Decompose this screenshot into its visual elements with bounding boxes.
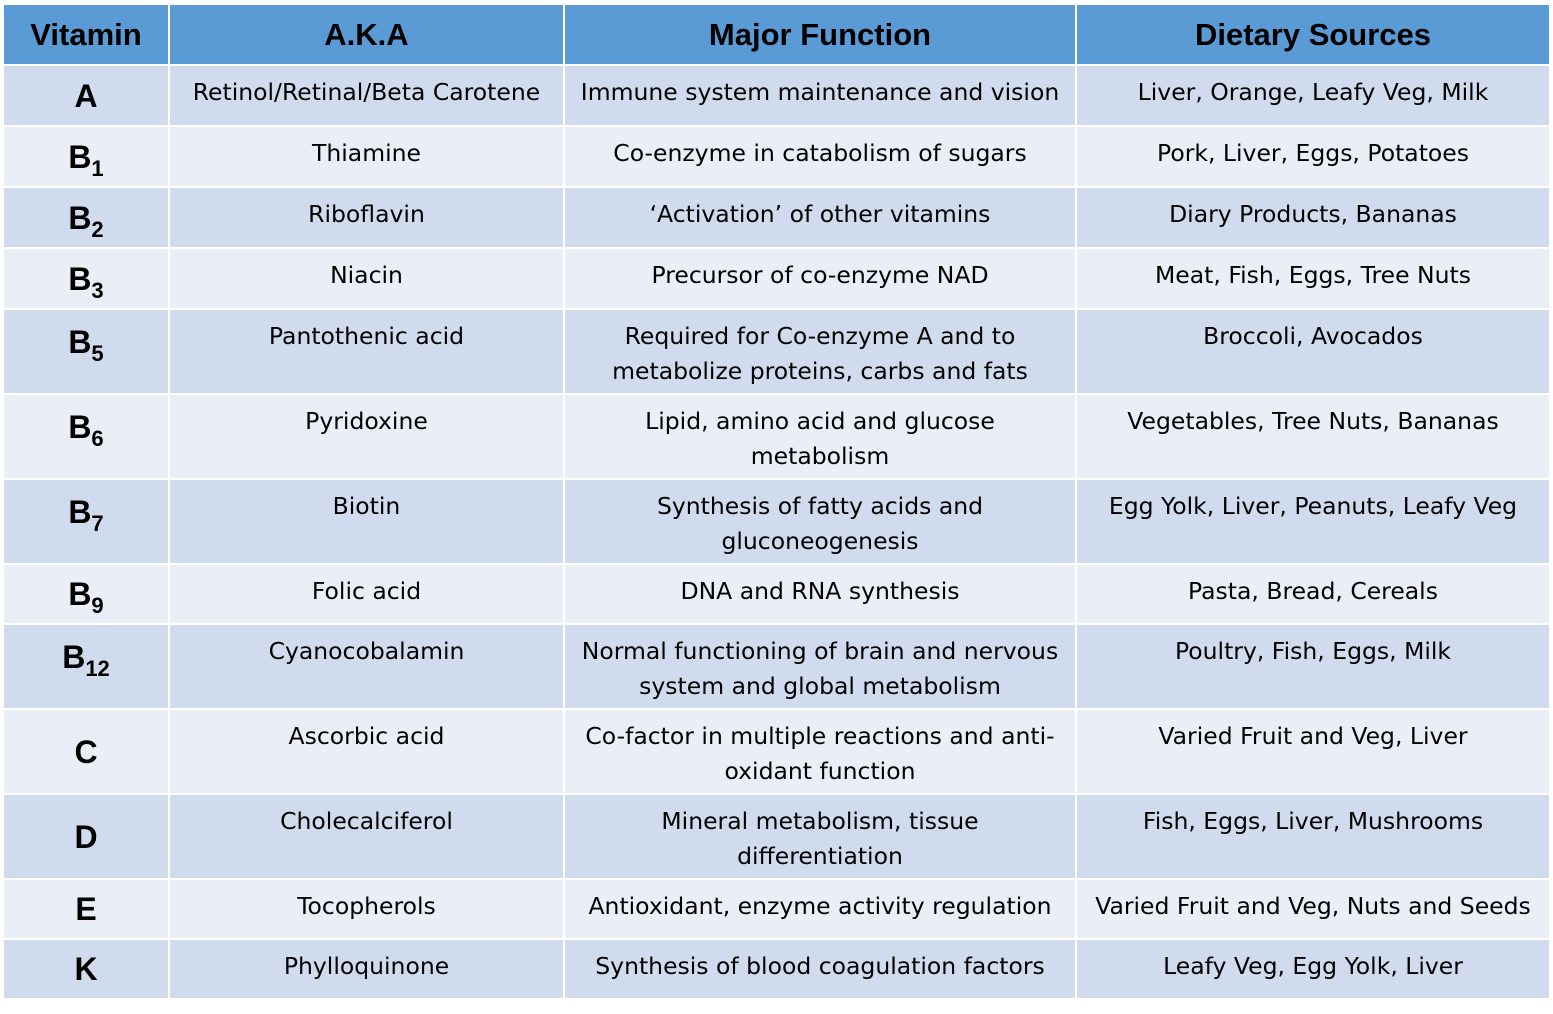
vitamin-letter: B <box>68 494 92 530</box>
vitamin-subscript: 6 <box>91 426 104 451</box>
aka-cell-text: Biotin <box>332 492 401 520</box>
table-row <box>3 879 1550 939</box>
sources-cell-text: Varied Fruit and Veg, Nuts and Seeds <box>1095 892 1531 920</box>
vitamin-subscript: 5 <box>91 341 104 366</box>
aka-cell <box>169 187 564 248</box>
vitamin-cell <box>3 248 169 309</box>
aka-cell <box>169 479 564 564</box>
vitamin-cell <box>3 709 169 794</box>
vitamin-letter: B <box>68 409 92 445</box>
vitamin-cell <box>3 479 169 564</box>
function-cell <box>564 624 1076 709</box>
header-row <box>3 4 1550 65</box>
aka-cell-text: Pantothenic acid <box>268 322 465 350</box>
sources-cell <box>1076 187 1550 248</box>
sources-cell <box>1076 394 1550 479</box>
vitamin-letter: B <box>68 576 92 612</box>
aka-cell-text: Cholecalciferol <box>280 807 453 835</box>
vitamin-letter: B <box>68 260 92 297</box>
aka-cell <box>169 65 564 126</box>
sources-cell <box>1076 479 1550 564</box>
aka-cell-text: Ascorbic acid <box>288 722 445 750</box>
sources-cell-text: Egg Yolk, Liver, Peanuts, Leafy Veg <box>1108 492 1518 520</box>
sources-cell-text: Poultry, Fish, Eggs, Milk <box>1174 637 1452 665</box>
vitamin-subscript: 12 <box>85 656 110 681</box>
function-cell <box>564 879 1076 939</box>
vitamin-letter: C <box>74 733 98 770</box>
vitamin-cell <box>3 794 169 879</box>
aka-cell <box>169 309 564 394</box>
sources-cell <box>1076 564 1550 624</box>
aka-cell <box>169 564 564 624</box>
vitamin-subscript: 3 <box>91 277 104 303</box>
vitamin-cell <box>3 939 169 999</box>
sources-cell <box>1076 309 1550 394</box>
aka-cell-text: Pyridoxine <box>305 407 428 435</box>
vitamin-subscript: 9 <box>91 593 104 618</box>
sources-cell-text: Pasta, Bread, Cereals <box>1188 577 1438 605</box>
function-cell <box>564 248 1076 309</box>
header-aka: A.K.A <box>169 4 564 65</box>
sources-cell-text: Vegetables, Tree Nuts, Bananas <box>1127 407 1499 435</box>
sources-cell-text: Diary Products, Bananas <box>1169 200 1457 228</box>
function-cell <box>564 394 1076 479</box>
function-cell <box>564 65 1076 126</box>
vitamin-cell <box>3 564 169 624</box>
vitamin-cell <box>3 65 169 126</box>
vitamin-subscript: 7 <box>91 511 104 536</box>
function-cell-text: Lipid, amino acid and glucose metabolism <box>645 407 995 470</box>
sources-cell-text: Liver, Orange, Leafy Veg, Milk <box>1137 78 1489 106</box>
aka-cell <box>169 624 564 709</box>
vitamin-cell <box>3 624 169 709</box>
table-row <box>3 65 1550 126</box>
table-row <box>3 126 1550 187</box>
vitamin-letter: B <box>62 639 86 675</box>
function-cell <box>564 709 1076 794</box>
sources-cell <box>1076 879 1550 939</box>
table-row <box>3 794 1550 879</box>
vitamin-letter: B <box>68 199 92 236</box>
vitamin-cell <box>3 126 169 187</box>
function-cell-text: Mineral metabolism, tissue differentiation <box>661 807 979 870</box>
vitamin-table <box>2 3 1551 1000</box>
vitamin-cell <box>3 394 169 479</box>
header-dietary-sources: Dietary Sources <box>1076 4 1550 65</box>
aka-cell <box>169 879 564 939</box>
vitamin-letter: A <box>74 77 98 114</box>
table-row <box>3 564 1550 624</box>
sources-cell <box>1076 624 1550 709</box>
sources-cell <box>1076 248 1550 309</box>
function-cell <box>564 309 1076 394</box>
vitamin-letter: B <box>68 324 92 360</box>
header-major-function: Major Function <box>564 4 1076 65</box>
sources-cell-text: Meat, Fish, Eggs, Tree Nuts <box>1155 261 1471 289</box>
aka-cell <box>169 394 564 479</box>
aka-cell <box>169 126 564 187</box>
function-cell-text: Normal functioning of brain and nervous system and global metabolism <box>581 637 1059 700</box>
aka-cell-text: Riboflavin <box>308 200 425 228</box>
function-cell-text: Synthesis of blood coagulation factors <box>595 952 1045 980</box>
sources-cell <box>1076 939 1550 999</box>
aka-cell <box>169 709 564 794</box>
aka-cell-text: Cyanocobalamin <box>268 637 465 665</box>
function-cell <box>564 126 1076 187</box>
table-row <box>3 624 1550 709</box>
function-cell-text: Co-factor in multiple reactions and anti-oxidant function <box>585 722 1055 785</box>
sources-cell-text: Pork, Liver, Eggs, Potatoes <box>1157 139 1469 167</box>
function-cell-text: DNA and RNA synthesis <box>680 577 960 605</box>
vitamin-cell <box>3 187 169 248</box>
aka-cell-text: Thiamine <box>312 139 421 167</box>
table-row <box>3 394 1550 479</box>
function-cell-text: ‘Activation’ of other vitamins <box>649 200 991 228</box>
vitamin-letter: K <box>74 951 98 987</box>
table-row <box>3 309 1550 394</box>
aka-cell-text: Niacin <box>330 261 403 289</box>
sources-cell-text: Varied Fruit and Veg, Liver <box>1158 722 1468 750</box>
function-cell-text: Synthesis of fatty acids and gluconeogenesis <box>656 492 984 555</box>
function-cell <box>564 939 1076 999</box>
sources-cell-text: Fish, Eggs, Liver, Mushrooms <box>1142 807 1484 835</box>
aka-cell <box>169 248 564 309</box>
sources-cell <box>1076 65 1550 126</box>
function-cell <box>564 794 1076 879</box>
function-cell-text: Immune system maintenance and vision <box>580 78 1060 106</box>
sources-cell-text: Broccoli, Avocados <box>1203 322 1423 350</box>
function-cell-text: Precursor of co-enzyme NAD <box>651 261 989 289</box>
vitamin-cell <box>3 879 169 939</box>
table-row <box>3 248 1550 309</box>
function-cell <box>564 187 1076 248</box>
aka-cell-text: Retinol/Retinal/Beta Carotene <box>192 78 541 106</box>
aka-cell-text: Tocopherols <box>297 892 436 920</box>
function-cell-text: Antioxidant, enzyme activity regulation <box>588 892 1052 920</box>
table-row <box>3 709 1550 794</box>
sources-cell <box>1076 126 1550 187</box>
aka-cell <box>169 939 564 999</box>
sources-cell-text: Leafy Veg, Egg Yolk, Liver <box>1163 952 1463 980</box>
vitamin-letter: E <box>75 891 97 927</box>
function-cell-text: Required for Co-enzyme A and to metabolize proteins, carbs and fats <box>612 322 1028 385</box>
header-vitamin: Vitamin <box>3 4 169 65</box>
aka-cell-text: Phylloquinone <box>283 952 450 980</box>
vitamin-subscript: 2 <box>91 216 104 242</box>
vitamin-letter: B <box>68 138 92 175</box>
table-row <box>3 187 1550 248</box>
sources-cell <box>1076 709 1550 794</box>
vitamin-letter: D <box>74 818 98 855</box>
sources-cell <box>1076 794 1550 879</box>
vitamin-cell <box>3 309 169 394</box>
vitamin-subscript: 1 <box>91 155 104 181</box>
aka-cell <box>169 794 564 879</box>
function-cell-text: Co-enzyme in catabolism of sugars <box>613 139 1027 167</box>
function-cell <box>564 564 1076 624</box>
table-row <box>3 479 1550 564</box>
table-row <box>3 939 1550 999</box>
aka-cell-text: Folic acid <box>311 577 422 605</box>
function-cell <box>564 479 1076 564</box>
